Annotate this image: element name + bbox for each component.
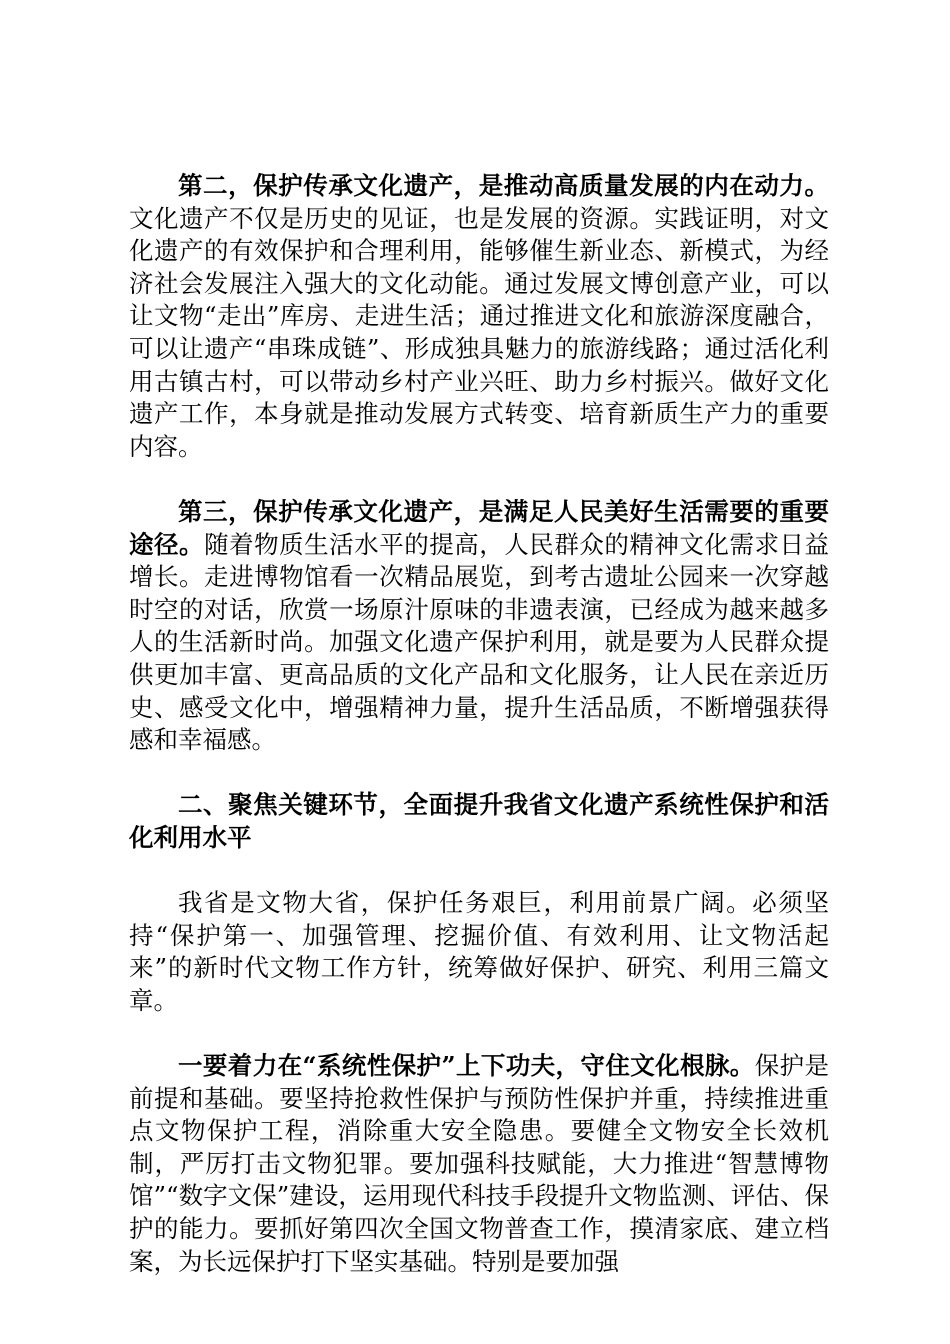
paragraph-systematic-protection [129, 1050, 829, 1278]
paragraph-text: 我省是文物大省，保护任务艰巨，利用前景广阔。必须坚持“保护第一、加强管理、挖掘价值、有效利用、让文物活起来”的新时代文物工作方针，统筹做好保护、研究、利用三篇文章。 [129, 888, 829, 1015]
paragraph-province-overview [129, 887, 829, 1017]
section-heading: 二、聚焦关键环节，全面提升我省文化遗产系统性保护和活化利用水平 [129, 790, 829, 852]
document-body [129, 170, 829, 1311]
paragraph-better-life [129, 496, 829, 757]
paragraph-economic-driver [129, 170, 829, 463]
paragraph-lead: 一要着力在“系统性保护”上下功夫，守住文化根脉。 [178, 1051, 755, 1081]
paragraph-lead: 第三，保护传承文化遗产，是满足人民美好生活需要的重要途径。 [129, 496, 829, 559]
paragraph-text: 随着物质生活水平的提高，人民群众的精神文化需求日益增长。走进博物馆看一次精品展览，到考古遗址公园来一次穿越时空的对话，欣赏一场原汁原味的非遗表演，已经成为越来越多人的生活新时尚。加强文化遗产保护利用，就是要为人民群众提供更加丰富、更高品质的文化产品和文化服务，让人民在亲近历史、感受文化中，增强精神力量，提升生活品质，不断增强获得感和幸福感。 [129, 529, 830, 755]
paragraph-lead: 第二，保护传承文化遗产，是推动高质量发展的内在动力。 [178, 171, 829, 200]
paragraph-text: 保护是前提和基础。要坚持抢救性保护与预防性保护并重，持续推进重点文物保护工程，消除重大安全隐患。要健全文物安全长效机制，严厉打击文物犯罪。要加强科技赋能，大力推进“智慧博物馆”“数字文保”建设，运用现代科技手段提升文物监测、评估、保护的能力。要抓好第四次全国文物普查工作，摸清家底、建立档案，为长远保护打下坚实基础。特别是要加强 [129, 1051, 829, 1276]
paragraph-text: 文化遗产不仅是历史的见证，也是发展的资源。实践证明，对文化遗产的有效保护和合理利用，能够催生新业态、新模式，为经济社会发展注入强大的文化动能。通过发展文博创意产业，可以让文物“走出”库房、走进生活；通过推进文化和旅游深度融合，可以让遗产“串珠成链”、形成独具魅力的旅游线路；通过活化利用古镇古村，可以带动乡村产业兴旺、助力乡村振兴。做好文化遗产工作，本身就是推动发展方式转变、培育新质生产力的重要内容。 [129, 203, 829, 461]
